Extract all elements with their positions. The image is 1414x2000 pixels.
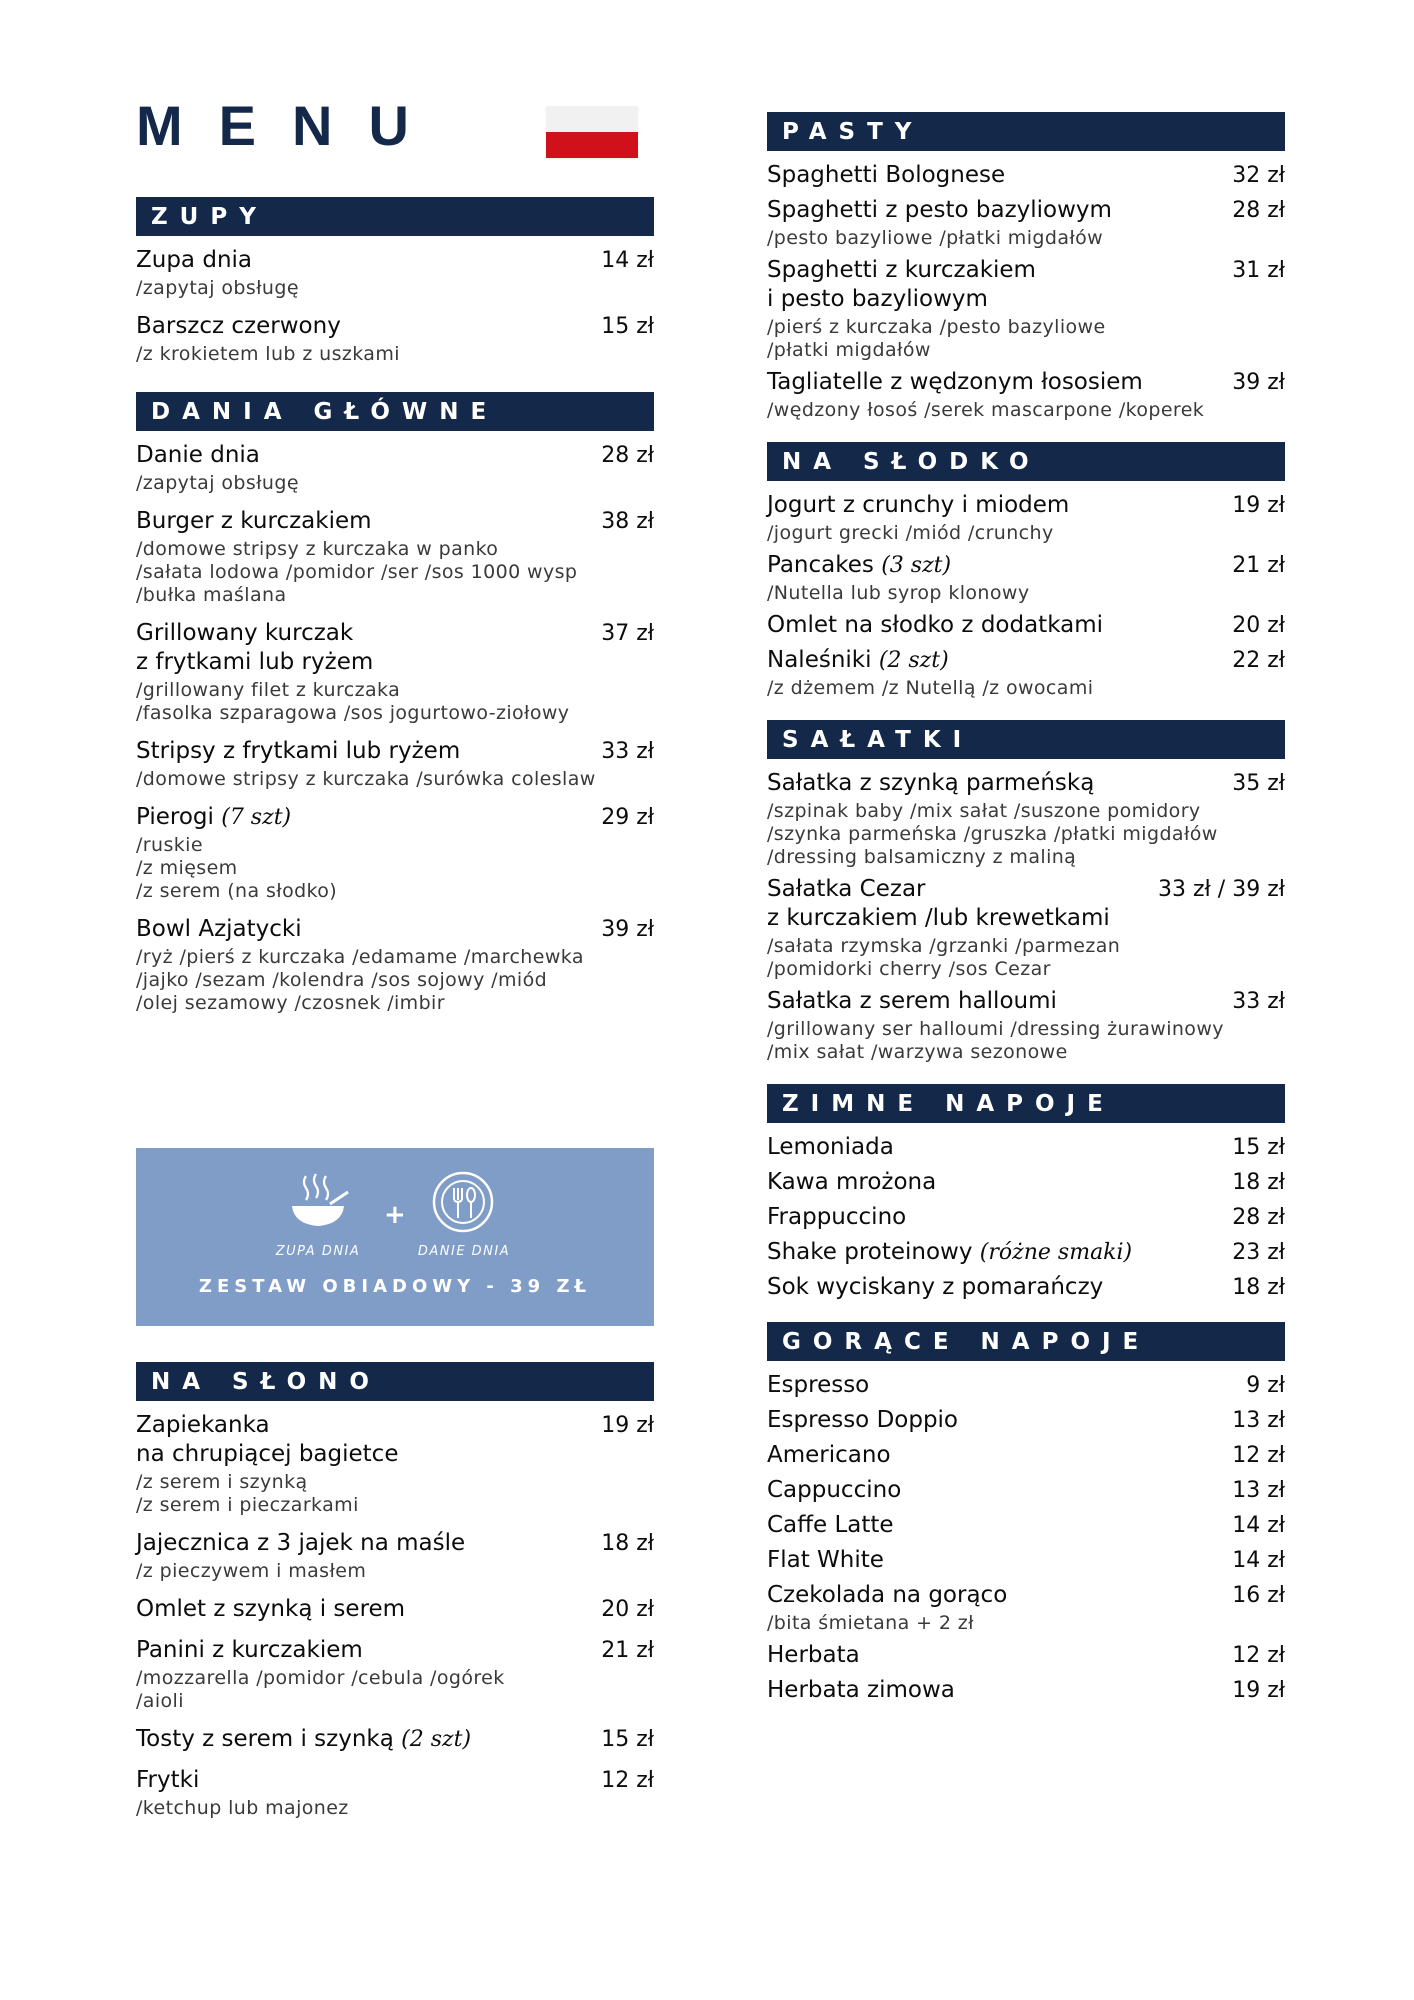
menu-item-name — [767, 646, 1222, 675]
menu-item-description: /grillowany ser halloumi /dressing żurawinowy /mix sałat /warzywa sezonowe — [767, 1018, 1224, 1063]
menu-item — [767, 1203, 1285, 1232]
menu-item-name — [136, 441, 591, 470]
menu-item-price: 9 zł — [1246, 1373, 1285, 1398]
menu-item-name — [136, 619, 591, 677]
menu-item-title: Zupa dnia — [136, 247, 252, 273]
menu-item-title: Danie dnia — [136, 442, 260, 468]
menu-item-title: Jogurt z crunchy i miodem — [767, 492, 1070, 518]
menu-item-price: 31 zł — [1232, 258, 1285, 283]
menu-item — [767, 1546, 1285, 1575]
menu-item-row — [767, 1273, 1285, 1302]
menu-item — [136, 441, 654, 495]
menu-item-title: Czekolada na gorąco — [767, 1582, 1008, 1608]
menu-item-name — [136, 1411, 591, 1469]
menu-item-title: Barszcz czerwony — [136, 313, 341, 339]
menu-item-title: Spaghetti Bolognese — [767, 162, 1006, 188]
menu-item-title: Stripsy z frytkami lub ryżem — [136, 738, 461, 764]
section-items — [136, 1401, 654, 1820]
menu-item — [767, 368, 1285, 422]
menu-item-price: 37 zł — [601, 621, 654, 646]
menu-item-title: Naleśniki — [767, 647, 872, 673]
menu-item-price: 28 zł — [601, 443, 654, 468]
menu-item-title: Sałatka z szynką parmeńską — [767, 770, 1095, 796]
menu-item — [767, 987, 1285, 1064]
menu-item-title: Espresso — [767, 1372, 870, 1398]
right-column — [767, 112, 1285, 1711]
menu-item-row — [136, 507, 654, 536]
menu-item-description: /wędzony łosoś /serek mascarpone /koperek — [767, 399, 1205, 421]
section-salatki — [767, 720, 1285, 1064]
menu-item-row — [767, 161, 1285, 190]
menu-item-title: Frappuccino — [767, 1204, 907, 1230]
plus-icon: + — [384, 1200, 406, 1230]
menu-item-title: Omlet na słodko z dodatkami — [767, 612, 1104, 638]
menu-item-price: 14 zł — [1232, 1548, 1285, 1573]
menu-item-description: /ruskie /z mięsem /z serem (na słodko) — [136, 834, 338, 902]
menu-item-row — [767, 196, 1285, 225]
combo-set-price: ZESTAW OBIADOWY - 39 ZŁ — [198, 1276, 592, 1297]
menu-item-row — [767, 1133, 1285, 1162]
menu-item-note: (różne smaki) — [979, 1240, 1133, 1265]
menu-item — [136, 1636, 654, 1713]
menu-item-title: Burger z kurczakiem — [136, 508, 372, 534]
menu-item-price: 18 zł — [601, 1531, 654, 1556]
menu-item — [767, 256, 1285, 362]
polish-flag-icon — [546, 106, 638, 158]
menu-item-price: 22 zł — [1232, 648, 1285, 673]
menu-item-title: Spaghetti z pesto bazyliowym — [767, 197, 1112, 223]
menu-item-name — [136, 1725, 591, 1754]
section-items — [767, 1361, 1285, 1705]
menu-item-name — [136, 1529, 591, 1558]
plate-cutlery-icon — [431, 1170, 495, 1234]
menu-item — [767, 646, 1285, 700]
menu-item-row — [767, 769, 1285, 798]
menu-item-name — [767, 1641, 1222, 1670]
section-header: ZUPY — [136, 197, 654, 236]
menu-item — [767, 551, 1285, 605]
menu-item-name — [767, 1168, 1222, 1197]
menu-item-name — [767, 491, 1222, 520]
section-header: ZIMNE NAPOJE — [767, 1084, 1285, 1123]
menu-item-row — [767, 875, 1285, 933]
menu-item — [136, 737, 654, 791]
soup-bowl-icon — [286, 1170, 350, 1234]
menu-item-row — [136, 1725, 654, 1754]
menu-item-description: /zapytaj obsługę — [136, 277, 299, 299]
menu-item-row — [136, 441, 654, 470]
menu-item-price: 20 zł — [601, 1597, 654, 1622]
menu-item-price: 23 zł — [1232, 1240, 1285, 1265]
menu-item — [136, 507, 654, 607]
menu-item-note: (3 szt) — [881, 553, 952, 578]
menu-item-name — [767, 161, 1222, 190]
menu-item-name — [767, 551, 1222, 580]
menu-item-row — [136, 803, 654, 832]
menu-item — [767, 1371, 1285, 1400]
menu-item-price: 38 zł — [601, 509, 654, 534]
menu-item-name — [136, 803, 591, 832]
menu-item — [136, 803, 654, 903]
menu-item-row — [767, 611, 1285, 640]
menu-item-title: Sok wyciskany z pomarańczy — [767, 1274, 1104, 1300]
menu-item-title: Bowl Azjatycki — [136, 916, 302, 942]
menu-item-price: 12 zł — [601, 1768, 654, 1793]
menu-item-price: 28 zł — [1232, 1205, 1285, 1230]
menu-item — [767, 875, 1285, 981]
menu-item-title: Shake proteinowy — [767, 1239, 973, 1265]
menu-item-row — [767, 1238, 1285, 1267]
menu-item-row — [767, 551, 1285, 580]
menu-item-title: Grillowany kurczak z frytkami lub ryżem — [136, 620, 374, 675]
menu-item-price: 39 zł — [1232, 370, 1285, 395]
menu-item-price: 39 zł — [601, 917, 654, 942]
menu-item-description: /bita śmietana + 2 zł — [767, 1612, 974, 1634]
menu-item-title: Herbata — [767, 1642, 860, 1668]
menu-item-name — [767, 1476, 1222, 1505]
section-items — [767, 759, 1285, 1064]
menu-item-price: 21 zł — [1232, 553, 1285, 578]
menu-item-name — [767, 1406, 1222, 1435]
menu-item-title: Cappuccino — [767, 1477, 902, 1503]
menu-item-price: 33 zł — [1232, 989, 1285, 1014]
menu-item-title: Pierogi — [136, 804, 214, 830]
menu-item — [767, 1511, 1285, 1540]
menu-item-title: Caffe Latte — [767, 1512, 894, 1538]
menu-item-price: 32 zł — [1232, 163, 1285, 188]
menu-item-row — [136, 915, 654, 944]
section-na-slodko — [767, 442, 1285, 700]
menu-item-name — [136, 1595, 591, 1624]
menu-item-description: /z serem i szynką /z serem i pieczarkami — [136, 1471, 359, 1516]
menu-item-title: Flat White — [767, 1547, 884, 1573]
section-gorace-napoje — [767, 1322, 1285, 1705]
menu-item — [767, 1133, 1285, 1162]
menu-item-row — [767, 368, 1285, 397]
section-dania-glowne — [136, 392, 654, 1015]
menu-item-description: /ryż /pierś z kurczaka /edamame /marchewka /jajko /sezam /kolendra /sos sojowy /miód /olej sezamowy /czosnek /imbir — [136, 946, 584, 1014]
menu-item-price: 18 zł — [1232, 1170, 1285, 1195]
menu-item-price: 20 zł — [1232, 613, 1285, 638]
menu-item-price: 18 zł — [1232, 1275, 1285, 1300]
menu-item-name — [136, 737, 591, 766]
menu-item-row — [767, 1676, 1285, 1705]
menu-item-price: 33 zł / 39 zł — [1158, 877, 1285, 902]
menu-item-row — [767, 1441, 1285, 1470]
menu-item-description: /sałata rzymska /grzanki /parmezan /pomidorki cherry /sos Cezar — [767, 935, 1121, 980]
menu-item-title: Zapiekanka na chrupiącej bagietce — [136, 1412, 399, 1467]
section-header: NA SŁONO — [136, 1362, 654, 1401]
menu-item-row — [767, 256, 1285, 314]
menu-item-row — [136, 1411, 654, 1469]
menu-item — [767, 1273, 1285, 1302]
menu-item-row — [136, 1766, 654, 1795]
menu-item-title: Kawa mrożona — [767, 1169, 937, 1195]
menu-item-title: Frytki — [136, 1767, 200, 1793]
menu-item-row — [136, 619, 654, 677]
section-items — [767, 481, 1285, 700]
menu-item-price: 19 zł — [601, 1413, 654, 1438]
menu-item-price: 15 zł — [601, 1727, 654, 1752]
menu-item-description: /domowe stripsy z kurczaka /surówka coleslaw — [136, 768, 596, 790]
menu-item-price: 13 zł — [1232, 1478, 1285, 1503]
menu-item-title: Tosty z serem i szynką — [136, 1726, 394, 1752]
menu-item-price: 29 zł — [601, 805, 654, 830]
menu-item — [767, 1476, 1285, 1505]
section-header: SAŁATKI — [767, 720, 1285, 759]
menu-item-description: /zapytaj obsługę — [136, 472, 299, 494]
menu-item-row — [767, 1168, 1285, 1197]
menu-item-description: /szpinak baby /mix sałat /suszone pomidory /szynka parmeńska /gruszka /płatki migdałów /dressing balsamiczny z maliną — [767, 800, 1218, 868]
menu-item-title: Omlet z szynką i serem — [136, 1596, 406, 1622]
menu-item — [767, 611, 1285, 640]
menu-item-price: 33 zł — [601, 739, 654, 764]
menu-item-title: Sałatka Cezar z kurczakiem /lub krewetkami — [767, 876, 1110, 931]
menu-item-row — [136, 312, 654, 341]
menu-item-price: 16 zł — [1232, 1583, 1285, 1608]
combo-dish-label: DANIE DNIA — [417, 1244, 511, 1259]
menu-item-description: /domowe stripsy z kurczaka w panko /sałata lodowa /pomidor /ser /sos 1000 wysp /bułka maślana — [136, 538, 578, 606]
menu-item-title: Panini z kurczakiem — [136, 1637, 363, 1663]
section-header: GORĄCE NAPOJE — [767, 1322, 1285, 1361]
menu-item-name — [136, 246, 591, 275]
menu-item — [136, 619, 654, 725]
lunch-set-banner — [136, 1148, 654, 1326]
section-na-slono — [136, 1362, 654, 1820]
menu-item-title: Lemoniada — [767, 1134, 894, 1160]
section-zimne-napoje — [767, 1084, 1285, 1302]
menu-item — [136, 1595, 654, 1624]
section-header: NA SŁODKO — [767, 442, 1285, 481]
left-column — [136, 197, 654, 1027]
menu-item-name — [136, 1636, 591, 1665]
menu-item-name — [767, 1441, 1222, 1470]
menu-item-name — [136, 507, 591, 536]
menu-item-price: 35 zł — [1232, 771, 1285, 796]
menu-item-name — [767, 1371, 1236, 1400]
menu-item-description: /pesto bazyliowe /płatki migdałów — [767, 227, 1104, 249]
menu-item-title: Pancakes — [767, 552, 874, 578]
menu-item-row — [767, 1203, 1285, 1232]
menu-item-name — [136, 312, 591, 341]
menu-item-title: Spaghetti z kurczakiem i pesto bazyliowym — [767, 257, 1036, 312]
menu-item-row — [767, 1546, 1285, 1575]
menu-item-row — [767, 1371, 1285, 1400]
menu-item-price: 28 zł — [1232, 198, 1285, 223]
menu-item-name — [136, 915, 591, 944]
section-header: DANIA GŁÓWNE — [136, 392, 654, 431]
combo-soup-label: ZUPA DNIA — [275, 1244, 361, 1259]
menu-item-title: Jajecznica z 3 jajek na maśle — [136, 1530, 466, 1556]
section-zupy — [136, 197, 654, 366]
section-items — [136, 431, 654, 1015]
page-title: MENU — [136, 94, 445, 157]
menu-item — [136, 312, 654, 366]
menu-item-description: /z pieczywem i masłem — [136, 1560, 367, 1582]
menu-item-name — [767, 1546, 1222, 1575]
menu-item-row — [767, 646, 1285, 675]
menu-item-row — [136, 737, 654, 766]
menu-item-price: 15 zł — [1232, 1135, 1285, 1160]
menu-item — [767, 769, 1285, 869]
menu-item — [136, 1766, 654, 1820]
menu-item-price: 19 zł — [1232, 493, 1285, 518]
menu-item-description: /Nutella lub syrop klonowy — [767, 582, 1030, 604]
menu-item-row — [767, 491, 1285, 520]
menu-item-row — [136, 1636, 654, 1665]
menu-item-name — [767, 1203, 1222, 1232]
menu-item — [767, 1676, 1285, 1705]
menu-item — [767, 1441, 1285, 1470]
menu-item-row — [767, 1511, 1285, 1540]
menu-item-title: Espresso Doppio — [767, 1407, 959, 1433]
menu-item-name — [767, 875, 1148, 933]
menu-item — [136, 246, 654, 300]
menu-item-title: Tagliatelle z wędzonym łososiem — [767, 369, 1143, 395]
menu-item-description: /grillowany filet z kurczaka /fasolka szparagowa /sos jogurtowo-ziołowy — [136, 679, 570, 724]
menu-item-row — [767, 1581, 1285, 1610]
menu-item — [767, 1641, 1285, 1670]
menu-item-name — [767, 1273, 1222, 1302]
menu-item-price: 14 zł — [601, 248, 654, 273]
menu-item-name — [767, 769, 1222, 798]
menu-item-name — [767, 256, 1222, 314]
menu-item — [136, 1411, 654, 1517]
menu-item-title: Sałatka z serem halloumi — [767, 988, 1057, 1014]
menu-item — [767, 1581, 1285, 1635]
menu-item-note: (2 szt) — [878, 648, 949, 673]
menu-item-name — [767, 611, 1222, 640]
menu-item-name — [767, 1133, 1222, 1162]
menu-item-name — [767, 1511, 1222, 1540]
section-header: PASTY — [767, 112, 1285, 151]
menu-item-name — [767, 196, 1222, 225]
menu-item-description: /ketchup lub majonez — [136, 1797, 349, 1819]
menu-item-description: /z krokietem lub z uszkami — [136, 343, 400, 365]
section-pasty — [767, 112, 1285, 422]
menu-item-price: 13 zł — [1232, 1408, 1285, 1433]
menu-item-name — [767, 987, 1222, 1016]
menu-item-row — [136, 1529, 654, 1558]
menu-item — [767, 491, 1285, 545]
section-items — [767, 151, 1285, 422]
menu-item-note: (7 szt) — [221, 805, 292, 830]
menu-item-price: 12 zł — [1232, 1443, 1285, 1468]
menu-item-name — [767, 1676, 1222, 1705]
menu-item-note: (2 szt) — [401, 1727, 472, 1752]
menu-item-description: /mozzarella /pomidor /cebula /ogórek /aioli — [136, 1667, 505, 1712]
section-items — [767, 1123, 1285, 1302]
menu-item-description: /pierś z kurczaka /pesto bazyliowe /płatki migdałów — [767, 316, 1106, 361]
menu-item-description: /z dżemem /z Nutellą /z owocami — [767, 677, 1094, 699]
menu-item — [136, 1725, 654, 1754]
menu-item-row — [767, 1406, 1285, 1435]
menu-item-name — [767, 1238, 1222, 1267]
menu-item-price: 14 zł — [1232, 1513, 1285, 1538]
menu-item — [767, 161, 1285, 190]
menu-item-price: 12 zł — [1232, 1643, 1285, 1668]
menu-item-price: 21 zł — [601, 1638, 654, 1663]
menu-item-description: /jogurt grecki /miód /crunchy — [767, 522, 1054, 544]
menu-item — [767, 1406, 1285, 1435]
section-items — [136, 236, 654, 366]
menu-item-row — [136, 246, 654, 275]
menu-item-row — [767, 1476, 1285, 1505]
menu-item — [767, 1168, 1285, 1197]
menu-item — [136, 915, 654, 1015]
menu-item-row — [767, 987, 1285, 1016]
menu-item-title: Americano — [767, 1442, 891, 1468]
menu-item-row — [136, 1595, 654, 1624]
menu-item — [136, 1529, 654, 1583]
menu-item-row — [767, 1641, 1285, 1670]
menu-item — [767, 196, 1285, 250]
menu-item-name — [767, 1581, 1222, 1610]
menu-item-name — [767, 368, 1222, 397]
left-column-bottom — [136, 1362, 654, 1832]
menu-item-price: 19 zł — [1232, 1678, 1285, 1703]
menu-item-name — [136, 1766, 591, 1795]
menu-item-title: Herbata zimowa — [767, 1677, 955, 1703]
menu-item-price: 15 zł — [601, 314, 654, 339]
menu-item — [767, 1238, 1285, 1267]
